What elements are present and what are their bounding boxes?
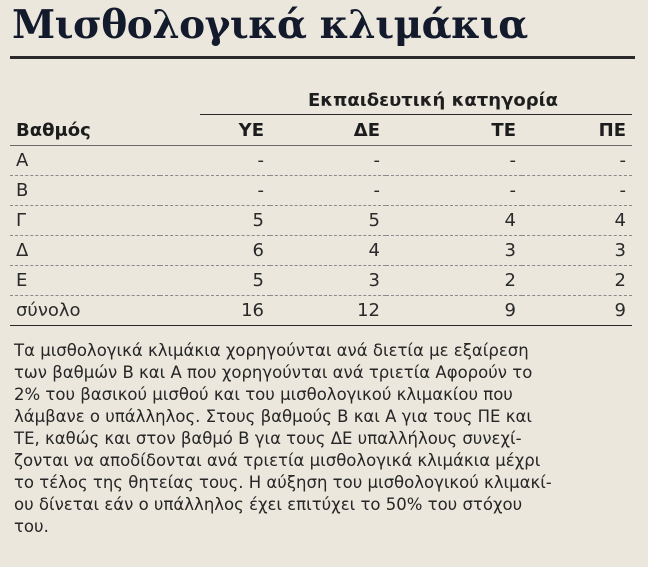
column-header-te: ΤΕ <box>386 116 522 146</box>
grade-cell: Δ <box>10 236 160 266</box>
value-cell: 5 <box>160 206 270 236</box>
grade-cell: Γ <box>10 206 160 236</box>
page-title: Μισθολογικά κλιμάκια <box>12 2 528 48</box>
table-header-row <box>10 116 632 146</box>
note-line: ζονται να αποδίδονται ανά τριετία μισθολογικά κλιμάκια μέχρι <box>14 451 541 470</box>
value-cell: 6 <box>160 236 270 266</box>
value-cell: - <box>386 176 522 206</box>
value-cell: 2 <box>386 266 522 296</box>
column-header-grade: Βαθμός <box>10 116 160 146</box>
note-line: λάμβανε ο υπάλληλος. Στους βαθμούς Β και Α για τους ΠΕ και <box>14 407 532 426</box>
category-rule <box>200 114 632 115</box>
total-label-cell: σύνολο <box>10 296 160 326</box>
table-row <box>10 206 632 236</box>
table-row <box>10 146 632 176</box>
value-cell: - <box>270 176 386 206</box>
grade-cell: Ε <box>10 266 160 296</box>
note-line: του. <box>14 517 49 536</box>
value-cell: 3 <box>270 266 386 296</box>
value-cell: 3 <box>386 236 522 266</box>
column-header-de: ΔΕ <box>270 116 386 146</box>
explanatory-note <box>14 340 626 538</box>
value-cell: 3 <box>522 236 632 266</box>
total-cell: 9 <box>386 296 522 326</box>
total-cell: 9 <box>522 296 632 326</box>
note-line: Τα μισθολογικά κλιμάκια χορηγούνται ανά διετία με εξαίρεση <box>14 341 529 360</box>
title-rule <box>10 56 635 59</box>
note-line: 2% του βασικού μισθού και του μισθολογικού κλιμακίου που <box>14 385 513 404</box>
grade-cell: Α <box>10 146 160 176</box>
value-cell: - <box>270 146 386 176</box>
value-cell: 5 <box>160 266 270 296</box>
grade-table <box>10 116 632 326</box>
value-cell: 4 <box>270 236 386 266</box>
note-line: των βαθμών Β και Α που χορηγούνται ανά τριετία Αφορούν το <box>14 363 533 382</box>
category-header: Εκπαιδευτική κατηγορία <box>308 90 558 111</box>
note-line: ΤΕ, καθώς και στον βαθμό Β για τους ΔΕ υπαλλήλους συνεχί- <box>14 429 522 448</box>
value-cell: - <box>522 176 632 206</box>
total-cell: 16 <box>160 296 270 326</box>
value-cell: 5 <box>270 206 386 236</box>
value-cell: - <box>522 146 632 176</box>
table-row <box>10 176 632 206</box>
value-cell: - <box>386 146 522 176</box>
table-total-row <box>10 296 632 326</box>
table-row <box>10 266 632 296</box>
value-cell: 4 <box>522 206 632 236</box>
value-cell: 4 <box>386 206 522 236</box>
note-line: ου δίνεται εάν ο υπάλληλος έχει επιτύχει το 50% του στόχου <box>14 495 523 514</box>
value-cell: - <box>160 146 270 176</box>
table-row <box>10 236 632 266</box>
grade-cell: Β <box>10 176 160 206</box>
value-cell: 2 <box>522 266 632 296</box>
value-cell: - <box>160 176 270 206</box>
column-header-pe: ΠΕ <box>522 116 632 146</box>
column-header-ye: ΥΕ <box>160 116 270 146</box>
note-line: το τέλος της θητείας τους. Η αύξηση του μισθολογικού κλιμακί- <box>14 473 552 492</box>
total-cell: 12 <box>270 296 386 326</box>
